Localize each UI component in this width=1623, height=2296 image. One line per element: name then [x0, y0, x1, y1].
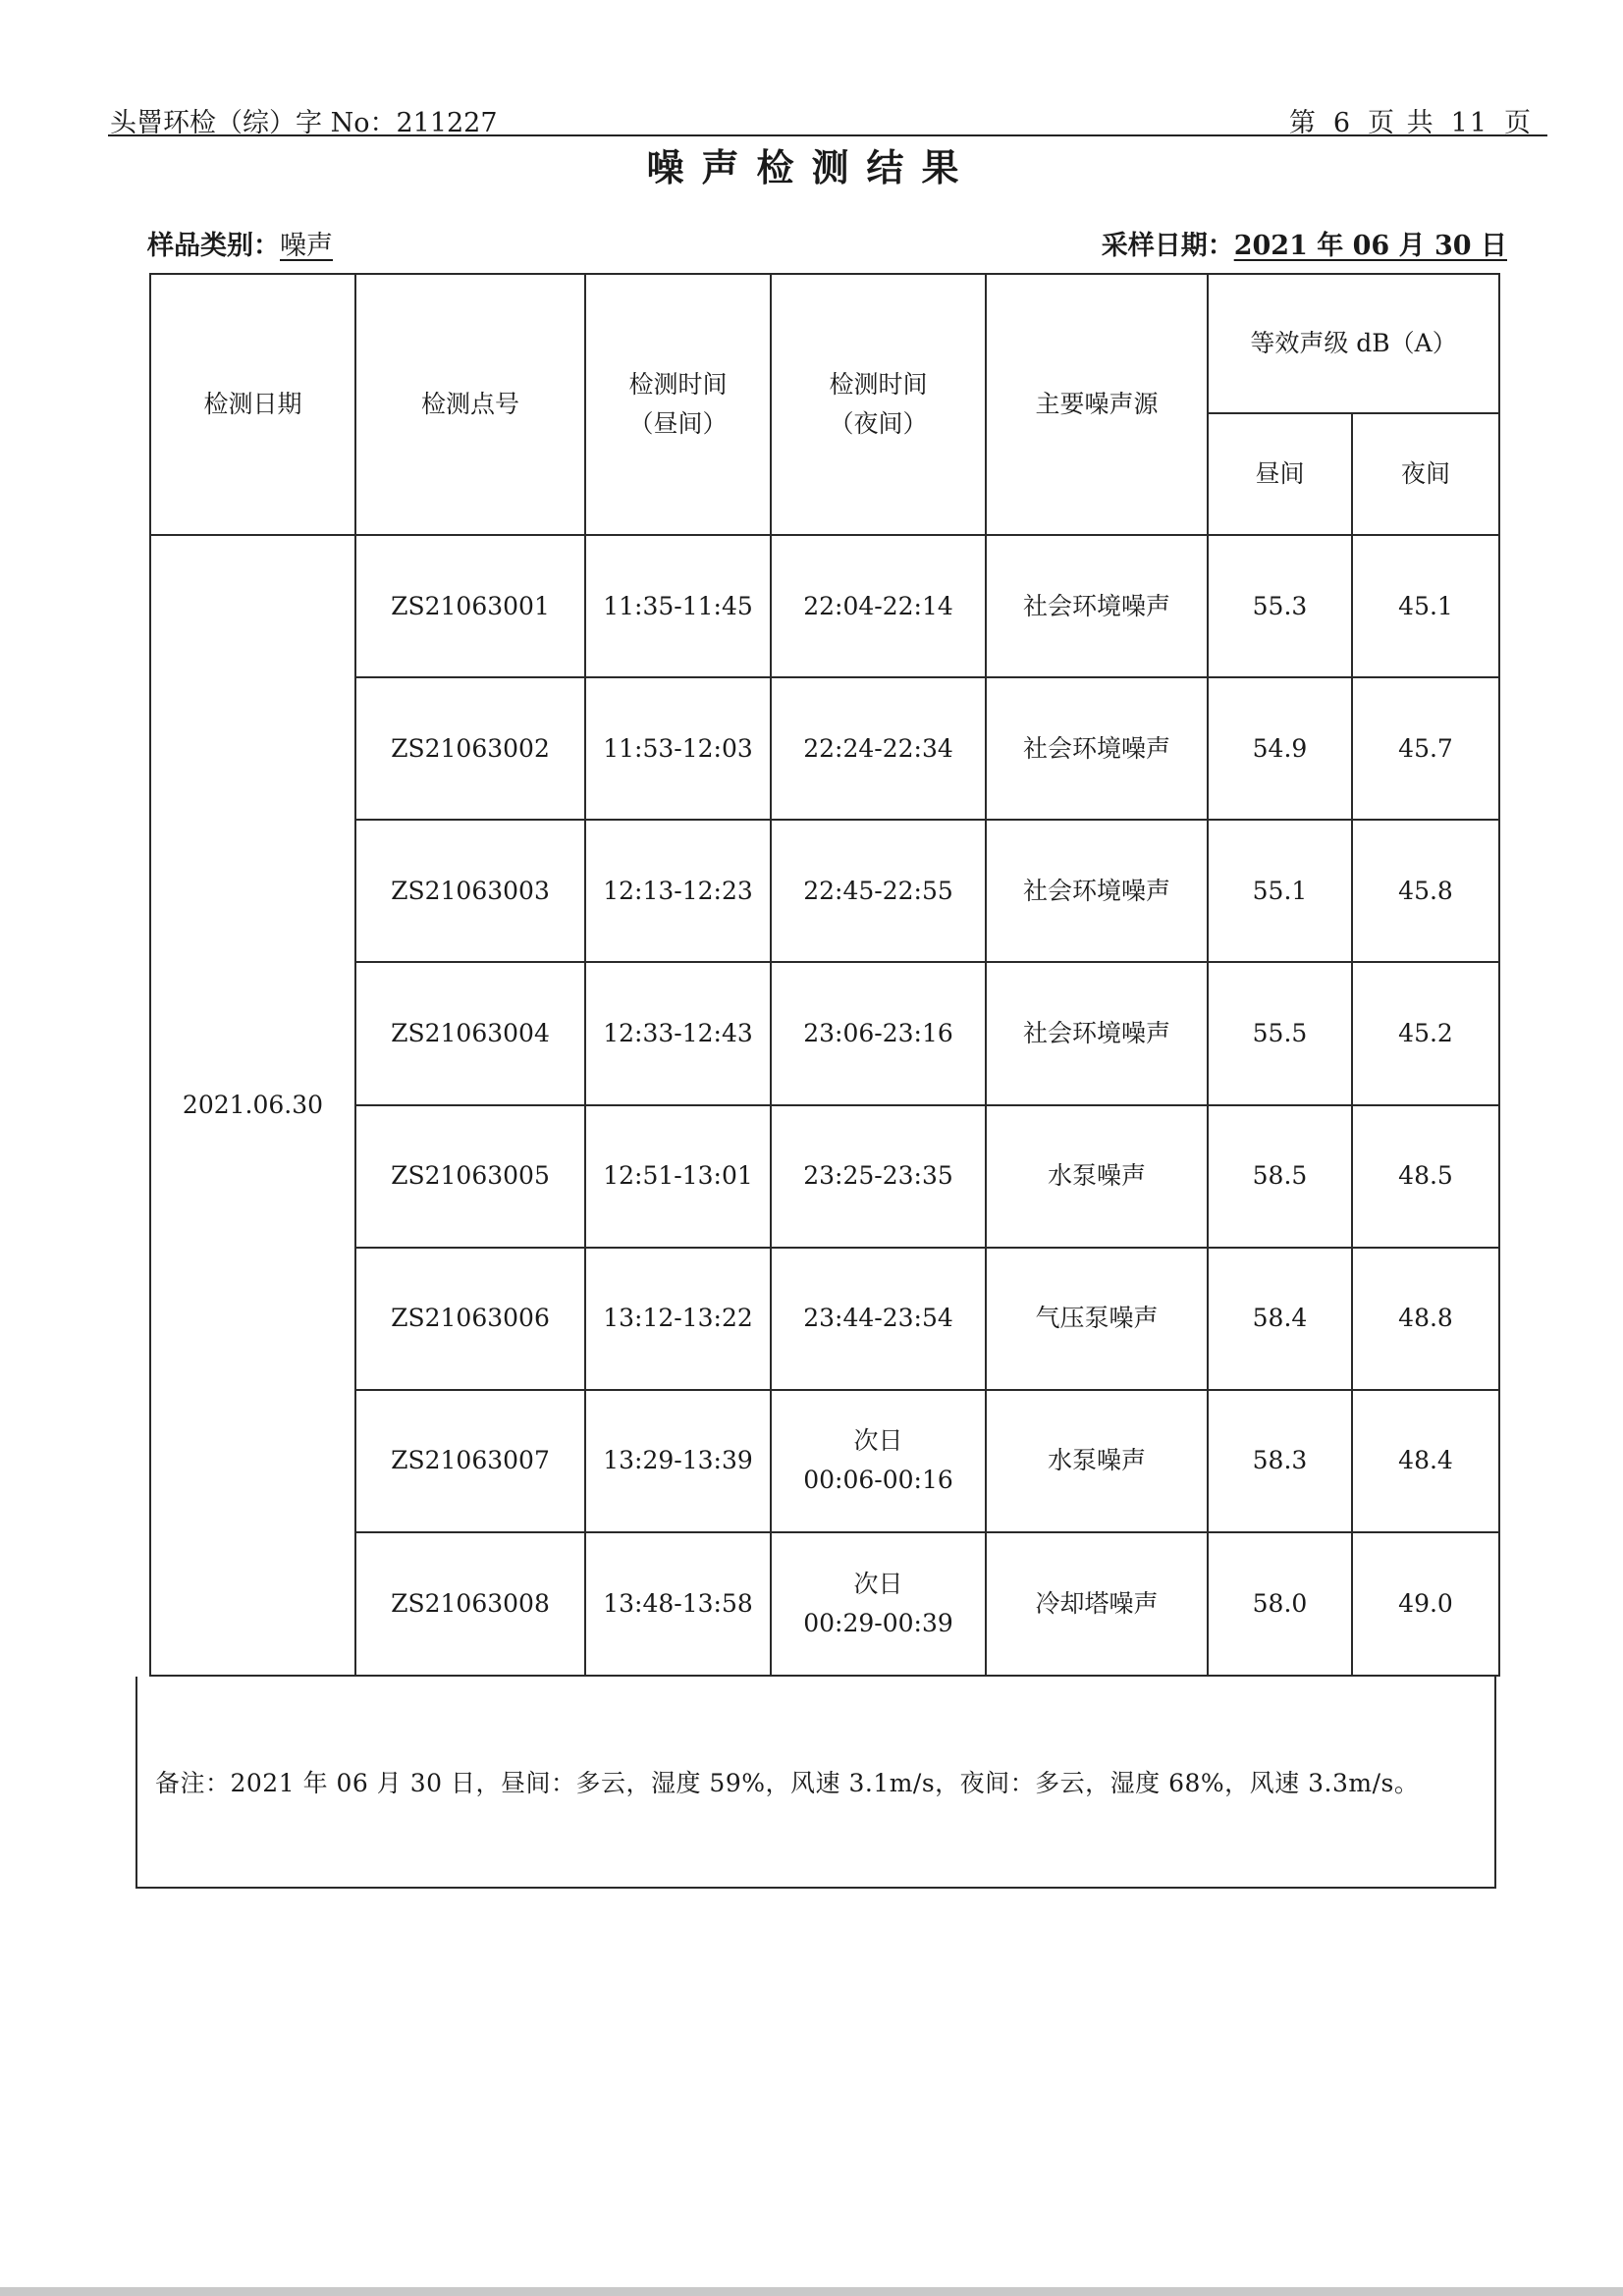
- day-time: 12:33-12:43: [585, 962, 771, 1104]
- level-day: 58.3: [1208, 1390, 1352, 1532]
- night-time-line1: 次日: [853, 1426, 903, 1456]
- point-id: ZS21063003: [355, 820, 585, 962]
- point-id: ZS21063007: [355, 1390, 585, 1532]
- header-time-day: [585, 274, 771, 535]
- header-level: 等效声级 dB（A）: [1208, 274, 1499, 413]
- night-time: [771, 1248, 986, 1390]
- page-total: 11: [1450, 108, 1488, 138]
- header-point: 检测点号: [355, 274, 585, 535]
- level-day: 58.0: [1208, 1532, 1352, 1676]
- date-label: 采样日期：: [1101, 231, 1234, 261]
- night-time-line2: 22:24-22:34: [803, 733, 953, 763]
- day-time: 12:13-12:23: [585, 820, 771, 962]
- level-night: 45.7: [1352, 677, 1499, 820]
- level-day: 55.5: [1208, 962, 1352, 1104]
- level-day: 55.3: [1208, 535, 1352, 677]
- level-night: 45.8: [1352, 820, 1499, 962]
- page-suffix: 页: [1504, 108, 1533, 138]
- level-day: 55.1: [1208, 820, 1352, 962]
- night-time-line2: 23:06-23:16: [803, 1019, 953, 1047]
- table-row: [150, 535, 1499, 677]
- noise-source: 气压泵噪声: [986, 1248, 1208, 1390]
- header-source: 主要噪声源: [986, 274, 1208, 535]
- noise-source: 社会环境噪声: [986, 962, 1208, 1104]
- level-night: 48.5: [1352, 1105, 1499, 1248]
- level-night: 45.1: [1352, 535, 1499, 677]
- point-id: ZS21063002: [355, 677, 585, 820]
- day-time: 13:29-13:39: [585, 1390, 771, 1532]
- noise-source: 社会环境噪声: [986, 677, 1208, 820]
- level-day: 54.9: [1208, 677, 1352, 820]
- night-time-line1: 次日: [853, 1569, 903, 1598]
- night-time: [771, 820, 986, 962]
- header-level-day: 昼间: [1208, 413, 1352, 535]
- night-time-line2: 00:06-00:16: [803, 1466, 953, 1495]
- remarks-table: [135, 1677, 1496, 1889]
- page-mid: 页 共: [1368, 108, 1435, 138]
- remarks: 备注：2021 年 06 月 30 日，昼间：多云，湿度 59%，风速 3.1m/s，夜间：多云，湿度 68%，风速 3.3m/s。: [136, 1677, 1495, 1888]
- sample-value: 噪声: [280, 231, 333, 261]
- night-time: [771, 1390, 986, 1532]
- header-time-day-line1: 检测时间: [628, 370, 728, 400]
- header-time-day-line2: （昼间）: [628, 409, 728, 439]
- sample-category: [147, 224, 333, 262]
- noise-results-table: [149, 273, 1500, 1677]
- noise-source: 水泵噪声: [986, 1390, 1208, 1532]
- night-time-line2: 22:04-22:14: [803, 591, 953, 620]
- header-time-night: [771, 274, 986, 535]
- report-number: 头罾环检（综）字 No：211227: [110, 108, 498, 138]
- header-row: [150, 274, 1499, 413]
- sampling-date: [1102, 224, 1507, 262]
- header-level-night: 夜间: [1352, 413, 1499, 535]
- noise-source: 水泵噪声: [986, 1105, 1208, 1248]
- date-value: 2021 年 06 月 30 日: [1233, 231, 1507, 261]
- night-time: [771, 535, 986, 677]
- night-time: [771, 1105, 986, 1248]
- level-day: 58.4: [1208, 1248, 1352, 1390]
- noise-source: 社会环境噪声: [986, 820, 1208, 962]
- day-time: 11:35-11:45: [585, 535, 771, 677]
- point-id: ZS21063005: [355, 1105, 585, 1248]
- sample-label: 样品类别：: [147, 231, 280, 261]
- noise-source: 社会环境噪声: [986, 535, 1208, 677]
- night-time-line2: 23:25-23:35: [803, 1161, 953, 1191]
- scan-edge: [0, 2287, 1623, 2296]
- page-prefix: 第: [1288, 108, 1318, 138]
- night-time: [771, 1532, 986, 1676]
- night-time-line2: 22:45-22:55: [803, 876, 953, 905]
- level-night: 48.8: [1352, 1248, 1499, 1390]
- point-id: ZS21063006: [355, 1248, 585, 1390]
- detection-date: 2021.06.30: [150, 535, 355, 1676]
- point-id: ZS21063001: [355, 535, 585, 677]
- point-id: ZS21063008: [355, 1532, 585, 1676]
- header-time-night-line1: 检测时间: [829, 370, 928, 400]
- day-time: 13:12-13:22: [585, 1248, 771, 1390]
- level-night: 45.2: [1352, 962, 1499, 1104]
- night-time-line2: 00:29-00:39: [803, 1608, 953, 1637]
- noise-source: 冷却塔噪声: [986, 1532, 1208, 1676]
- day-time: 13:48-13:58: [585, 1532, 771, 1676]
- point-id: ZS21063004: [355, 962, 585, 1104]
- header-date: 检测日期: [150, 274, 355, 535]
- night-time: [771, 962, 986, 1104]
- page-title: 噪声检测结果: [646, 145, 977, 189]
- level-day: 58.5: [1208, 1105, 1352, 1248]
- page-current: 6: [1332, 108, 1353, 138]
- header-time-night-line2: （夜间）: [829, 409, 928, 439]
- night-time-line2: 23:44-23:54: [803, 1304, 953, 1333]
- night-time: [771, 677, 986, 820]
- day-time: 11:53-12:03: [585, 677, 771, 820]
- level-night: 48.4: [1352, 1390, 1499, 1532]
- day-time: 12:51-13:01: [585, 1105, 771, 1248]
- header-divider: [108, 134, 1547, 136]
- level-night: 49.0: [1352, 1532, 1499, 1676]
